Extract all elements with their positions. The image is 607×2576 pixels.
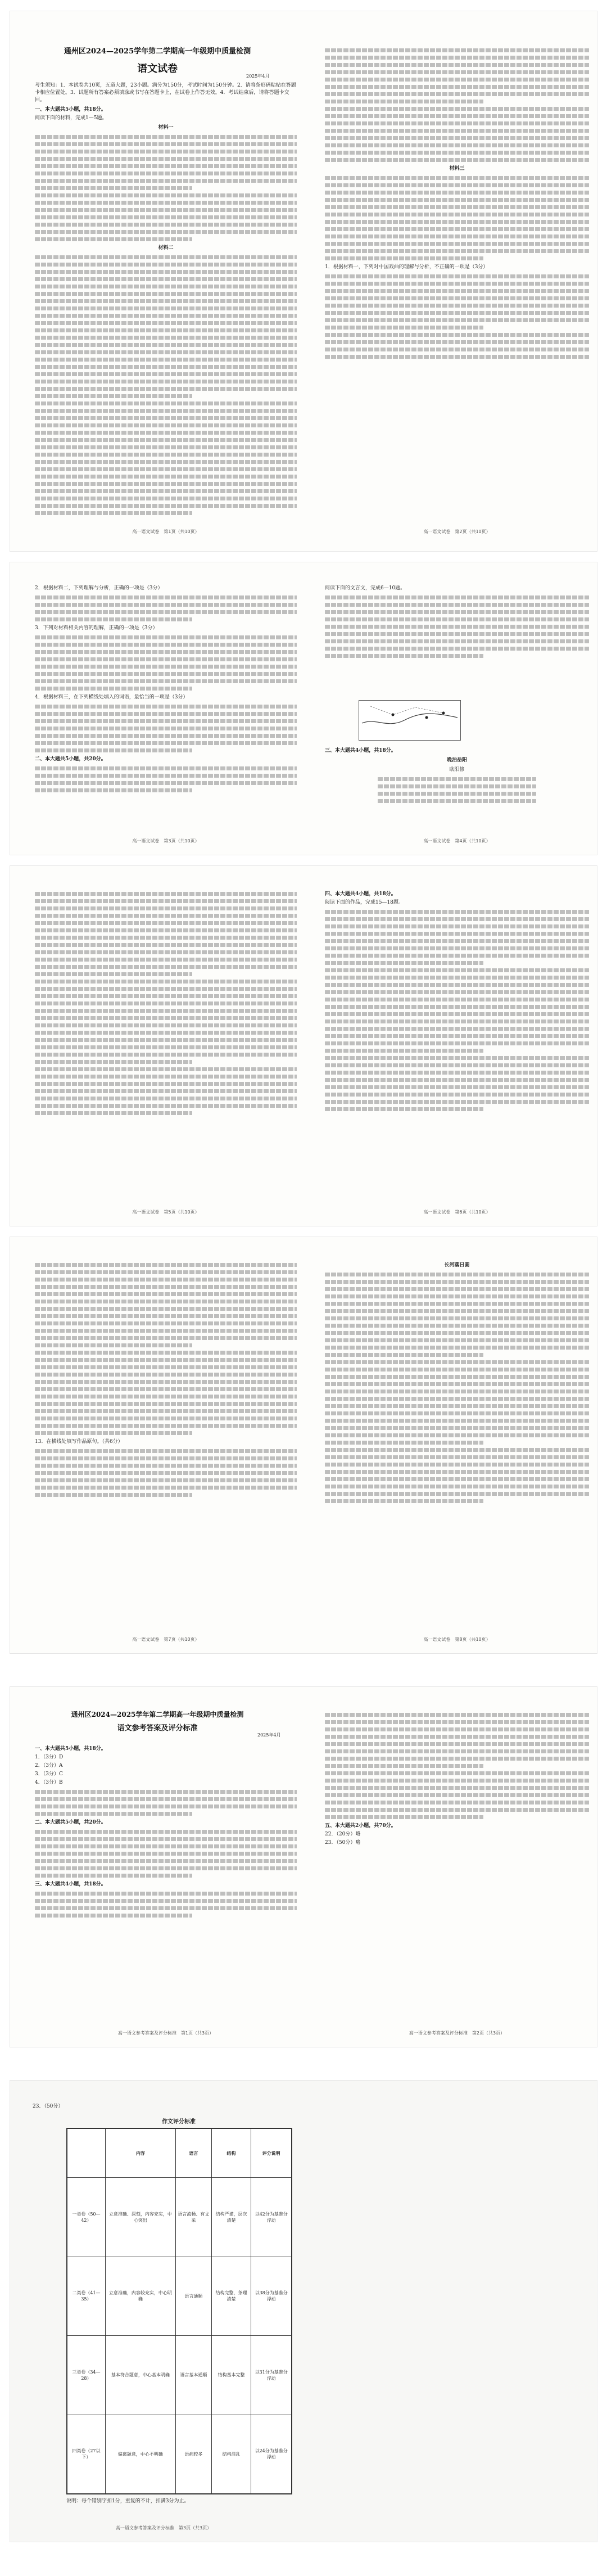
- rubric-header-cell: [67, 2129, 106, 2178]
- material2-label: 材料二: [158, 245, 174, 251]
- answer-2: 2．（3分）A: [35, 1763, 63, 1769]
- answer-sheet-2: [10, 2081, 597, 2542]
- answer-4: 4．（3分）B: [35, 1780, 63, 1785]
- answer-page1-footer: 高一语文参考答案及评分标准 第1页（共3页）: [117, 2031, 214, 2036]
- rubric-language: 语言流畅、有文采: [175, 2178, 211, 2257]
- answer-23: 23．（50分）略: [325, 1840, 361, 1846]
- rubric-heading-col: [33, 2103, 295, 2114]
- rubric-structure: 结构完整，条理清楚: [211, 2257, 251, 2335]
- rubric-grade: 三类卷（34—28）: [67, 2336, 106, 2415]
- rubric-row: [67, 2178, 292, 2257]
- rubric-header-row: [67, 2129, 292, 2178]
- exam-right-column: [325, 45, 589, 523]
- section4-heading: 四、本大题共4小题，共18分。: [325, 891, 396, 897]
- rubric-table: [66, 2128, 292, 2494]
- poem-author: 欧阳修: [449, 767, 465, 773]
- answer-section1: 一、本大题共5小题，共18分。: [35, 1746, 106, 1752]
- section1-heading: 一、本大题共5小题，共18分。: [35, 107, 106, 112]
- exam-page3-footer: 高一语文试卷 第3页（共10页）: [132, 838, 200, 843]
- answer-page3-footer: 高一语文参考答案及评分标准 第3页（共3页）: [115, 2525, 212, 2530]
- answer-left-column: [35, 1743, 297, 2024]
- rubric-header-cell: 结构: [211, 2129, 251, 2178]
- exam-page4-poem: [325, 745, 589, 829]
- rubric-row: [67, 2415, 292, 2493]
- exam-notice: 考生须知：1．本试卷共10页，五道大题，23小题。满分为150分，考试时间为150分钟。2．请将条形码粘贴在答题卡相应位置处。3．试题所有答案必须填涂或书写在答题卡上，在试卷上作答无效。4．考试结束后，请将答题卡交回。: [35, 83, 296, 103]
- rubric-heading: 23．（50分）: [33, 2104, 64, 2109]
- rubric-grade: 四类卷（27以下）: [67, 2415, 106, 2493]
- exam-page6-column: [325, 888, 589, 1203]
- rubric-title: 作文评分标准: [162, 2119, 196, 2125]
- exam-page7-column: [35, 1260, 297, 1631]
- rubric-content: 立意准确，内容较充实，中心明确: [105, 2257, 175, 2335]
- question-2: 2．根据材料二，下列理解与分析，正确的一项是（3分）: [35, 585, 163, 591]
- question-4: 4．根据材料三，在下列横线处填入的词语，最恰当的一项是（3分）: [35, 694, 188, 700]
- rubric-note: 以38分为基准分浮动: [251, 2257, 292, 2335]
- rubric-grade: 二类卷（41—35）: [67, 2257, 106, 2335]
- exam-left-column: [35, 82, 297, 521]
- question-13: 13．在横线处填写作品原句。（共6分）: [35, 1439, 123, 1445]
- exam-page1-footer: 高一语文试卷 第1页（共10页）: [132, 529, 200, 534]
- exam-sheet-2: [10, 562, 597, 855]
- answer-section2: 二、本大题共5小题，共20分。: [35, 1820, 106, 1825]
- rubric-content: 立意准确、深刻，内容充实，中心突出: [105, 2178, 175, 2257]
- exam-page2-footer: 高一语文试卷 第2页（共10页）: [423, 529, 491, 534]
- exam-page8-footer: 高一语文试卷 第8页（共10页）: [423, 1637, 491, 1642]
- exam-sheet-4: [10, 1237, 597, 1653]
- poem-title: 晚泊岳阳: [446, 757, 467, 763]
- answer-22: 22．（20分）略: [325, 1831, 361, 1837]
- exam-page5-footer: 高一语文试卷 第5页（共10页）: [132, 1210, 200, 1215]
- answer-sheet-1: [10, 1687, 597, 2047]
- answer-right-column: [325, 1709, 589, 2024]
- rubric-grade: 一类卷（50—42）: [67, 2178, 106, 2257]
- answer-subtitle: 语文参考答案及评分标准: [117, 1724, 198, 1733]
- rubric-language: 语言通顺: [175, 2257, 211, 2335]
- rubric-content: 基本符合题意，中心基本明确: [105, 2336, 175, 2415]
- exam-page6-footer: 高一语文试卷 第6页（共10页）: [423, 1210, 491, 1215]
- rubric-structure: 结构严谨，层次清楚: [211, 2178, 251, 2257]
- rubric-note: 以42分为基准分浮动: [251, 2178, 292, 2257]
- exam-page7-footer: 高一语文试卷 第7页（共10页）: [132, 1637, 200, 1642]
- rubric-note-col: [66, 2498, 302, 2509]
- section3-heading: 三、本大题共4小题，共18分。: [325, 748, 396, 754]
- answer-1: 1．（3分）D: [35, 1754, 64, 1760]
- section1-instructions: 阅读下面的材料，完成1—5题。: [35, 115, 107, 121]
- exam-page5-column: [35, 888, 297, 1203]
- exam-page4-column: [325, 585, 589, 697]
- rubric-structure: 结构混乱: [211, 2415, 251, 2493]
- exam-page8-column: [325, 1260, 589, 1631]
- rubric-header-cell: 语言: [175, 2129, 211, 2178]
- rubric-content: 偏离题意，中心不明确: [105, 2415, 175, 2493]
- exam-page4-footer: 高一语文试卷 第4页（共10页）: [423, 838, 491, 843]
- rubric-header-cell: 内容: [105, 2129, 175, 2178]
- exam-title: 通州区2024—2025学年第二学期高一年级期中质量检测: [64, 47, 251, 56]
- rubric-footnote: 说明：每个错别字扣1分，重复的不计，扣满3分为止。: [66, 2498, 189, 2504]
- rubric-structure: 结构基本完整: [211, 2336, 251, 2415]
- material3-label: 材料三: [449, 166, 465, 172]
- answer-title: 通州区2024—2025学年第二学期高一年级期中质量检测: [71, 1711, 244, 1718]
- section2-instructions: 阅读下面的文言文，完成6—10题。: [325, 585, 406, 591]
- exam-sheet-3: [10, 866, 597, 1226]
- section4-instructions: 阅读下面的作品，完成15—18题。: [325, 900, 404, 905]
- rubric-row: [67, 2336, 292, 2415]
- section2-heading: 二、本大题共5小题，共20分。: [35, 756, 106, 762]
- answer-section3: 三、本大题共4小题，共18分。: [35, 1882, 106, 1887]
- question-3: 3．下列对材料相关内容的理解，正确的一项是（3分）: [35, 625, 158, 631]
- exam-date: 2025年4月: [246, 74, 270, 79]
- essay-title: 长河落日圆: [444, 1262, 470, 1268]
- rubric-language: 语病较多: [175, 2415, 211, 2493]
- rubric-note: 以31分为基准分浮动: [251, 2336, 292, 2415]
- route-map-figure: [359, 700, 461, 741]
- exam-page3-column: [35, 585, 297, 821]
- rubric-row: [67, 2257, 292, 2335]
- answer-section5: 五、本大题共2小题，共70分。: [325, 1823, 396, 1829]
- answer-page2-footer: 高一语文参考答案及评分标准 第2页（共3页）: [409, 2031, 505, 2036]
- material1-label: 材料一: [158, 125, 174, 130]
- route-map-drawing: [359, 701, 460, 740]
- exam-sheet-1: [10, 11, 597, 551]
- question-1: 1．根据材料一，下列对中国戏曲的理解与分析，不正确的一项是（3分）: [325, 264, 488, 270]
- exam-subtitle: 语文试卷: [137, 63, 178, 75]
- rubric-header-cell: 评分说明: [251, 2129, 292, 2178]
- answer-date: 2025年4月: [257, 1733, 281, 1738]
- rubric-note: 以24分为基准分浮动: [251, 2415, 292, 2493]
- rubric-language: 语言基本通顺: [175, 2336, 211, 2415]
- answer-3: 3．（3分）C: [35, 1771, 63, 1777]
